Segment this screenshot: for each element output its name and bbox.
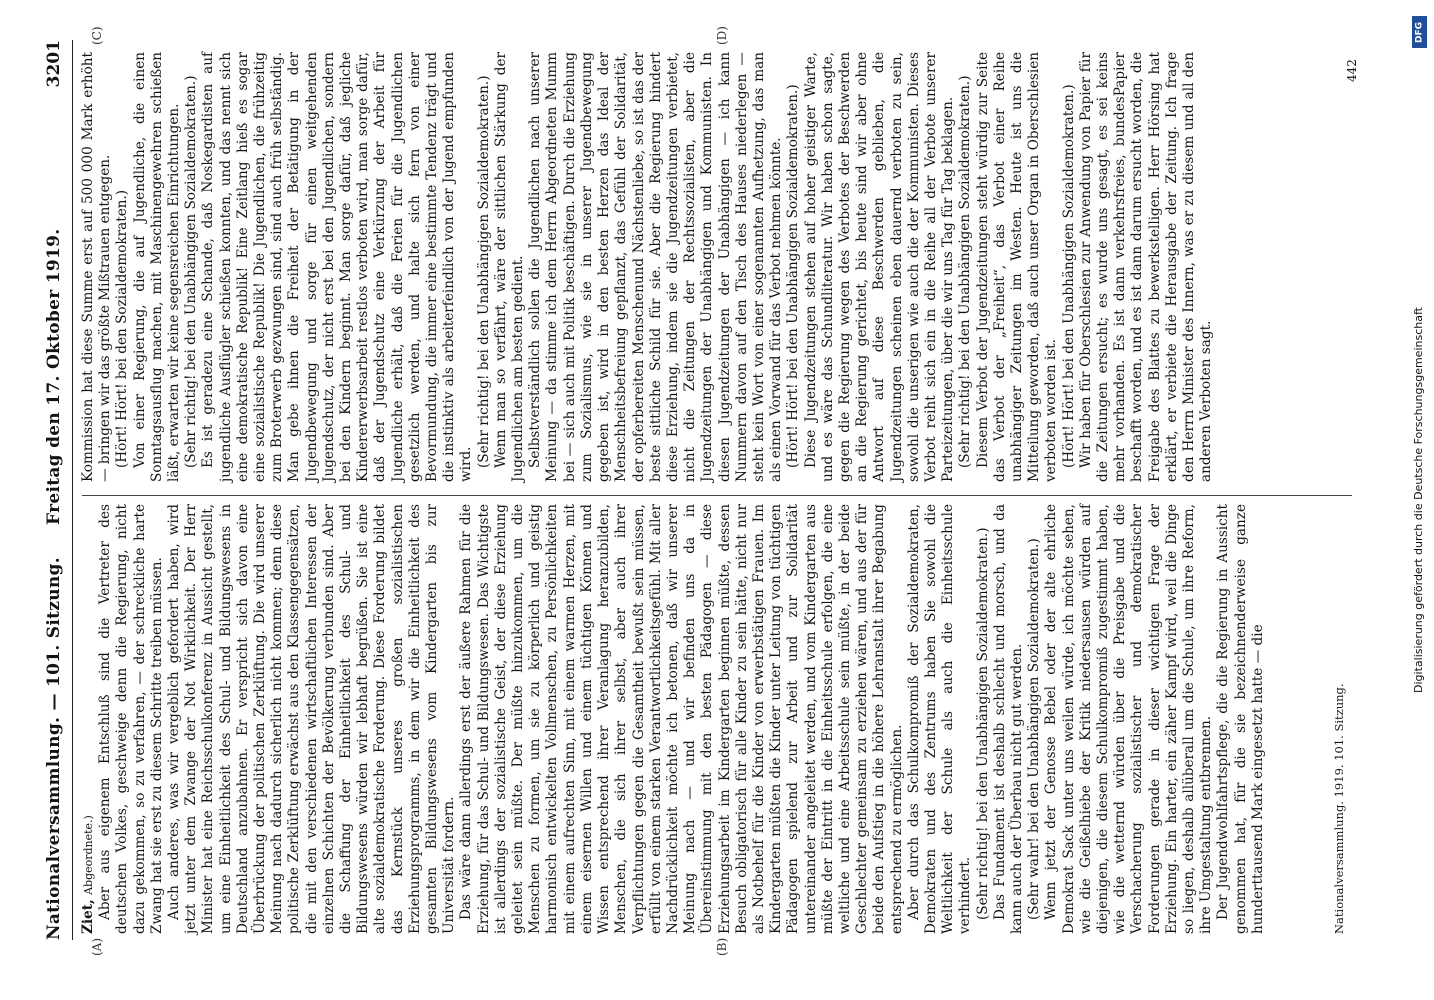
page-footer: Nationalversammlung. 1919. 101. Sitzung.	[1332, 683, 1346, 934]
interjection: (Sehr richtig! bei den Unabhängigen Sozialdemokraten.)	[475, 75, 492, 468]
paragraph: Das Fundament ist deshalb schlecht und morsch, und da kann auch der Überbau nicht gut werden.	[991, 504, 1025, 934]
interjection: (Sehr richtig! bei den Unabhängigen Sozialdemokraten.)	[957, 75, 974, 468]
margin-marker-b: (B)	[715, 937, 729, 956]
interjection: (Hört! Hört! bei den Sozialdemokraten.)	[114, 189, 131, 468]
paragraph: Aber aus eigenem Entschluß sind die Vertreter des deutschen Volkes, geschweige denn die Regierung, nicht dazu gekommen, so zu verfahren, — der schreckliche harte Zwang hat sie erst zu diesem Schritte treiben müssen.	[97, 504, 165, 934]
paragraph: Von einer Regierung, die auf Jugendliche, die einen Sonntagsausflug machen, mit Maschinengewehren schießen läßt, erwarten wir keine segensreichen Einrichtungen.	[131, 52, 183, 482]
paragraph: Selbstverständlich sollen die Jugendlichen nach unserer Meinung — da stimme ich dem Herrn Abgeordneten Mumm bei — sich auch mit Politik beschäftigen. Durch die Erziehung zum Sozialismus, wie sie in unserer Jugendbewegung gegeben ist, wird in den besten Herzen das Ideal der Menschheitsbefreiung gepflanzt, das Gefühl der Solidarität, der opferbereiten Menschenund Nächstenliebe, so ist das der beste sittliche Schild für sie. Aber die Regierung hindert diese Erziehung, indem sie die Jugendzeitungen verbietet, nicht die Zeitungen der Rechtssozialisten, aber die Jugendzeitungen der Unabhängigen und Kommunisten. In diesen Jugendzeitungen der Unabhängigen — ich kann Nummern davon auf den Tisch des Hauses niederlegen — steht kein Wort von einer sogenannten Aufhetzung, das man als einen Vorwand für das Verbot nehmen könnte.	[527, 52, 785, 482]
credit-text: Digitalisierung gefördert durch die Deutsche Forschungsgemeinschaft	[1412, 307, 1425, 693]
margin-marker-c: (C)	[90, 26, 104, 45]
paragraph: Der Jugendwohlfahrtspflege, die die Regierung in Aussicht genommen hat, für die sie bezeichnenderweise ganze hunderttausend Mark eingesetzt hatte — die	[1215, 504, 1266, 934]
right-text-column	[80, 52, 1215, 482]
margin-marker-a: (A)	[90, 937, 104, 956]
page-header	[40, 40, 73, 940]
paragraph: Wenn jetzt der Genosse Bebel oder der alte ehrliche Demokrat Sack unter uns weilen würde, ich möchte sehen, wie die Geißelhiebe der Kritik niedersausen würden auf diejenigen, die diesem Schulkompromiß zugestimmt haben, wie die wetternd würden über die Preisgabe und die Verschacherung sozialistischer und demokratischer Forderungen gerade in dieser wichtigen Frage der Erziehung. Ein harter, ein zäher Kampf wird, weil die Dinge so liegen, deshalb allüberall um die Schule, um ihre Reform, ihre Umgestaltung entbrennen.	[1043, 504, 1215, 934]
margin-marker-d: (D)	[715, 26, 729, 45]
header-session-title: Nationalversammlung. — 101. Sitzung.	[44, 557, 64, 940]
paragraph: Kommission hat diese Summe erst auf 500 000 Mark erhöht — bringen wir das größte Mißtrauen entgegen.	[80, 52, 114, 482]
page-number: 3201	[44, 40, 64, 88]
paragraph: Diese Jugendzeitungen stehen auf hoher geistiger Warte, und es wäre das Schundliteratur. Wir haben schon sagte, gegen die Regierung wegen des Verbotes der Beschwerden an die Regierung gerichtet, bis heute sind wir aber ohne Antwort auf diese Beschwerden geblieben, die Jugendzeitungen scheinen eben dauernd verboten zu sein, sowohl die unserigen wie auch die der Kommunisten. Dieses Verbot reiht sich ein in die Reihe all der Verbote unserer Parteizeitungen, über die wir uns Tag für Tag beklagen.	[802, 52, 957, 482]
left-text-column	[80, 504, 1267, 934]
interjection: (Sehr richtig! bei den Unabhängigen Sozialdemokraten.)	[974, 527, 991, 920]
interjection: (Sehr wahr! bei den Unabhängigen Sozialdemokraten.)	[1026, 538, 1043, 920]
column-divider	[82, 495, 1352, 496]
interjection: (Hört! Hört! bei den Unabhängigen Sozialdemokraten.)	[1060, 84, 1077, 468]
speaker-name: Ziet,	[80, 899, 96, 934]
paragraph: Diesem Verbot der Jugendzeitungen steht würdig zur Seite das Verbot der „Freiheit“, das Verbot einer Reihe unabhängiger Zeitungen im Westen. Heute ist uns die Mitteilung geworden, daß auch unser Organ in Oberschlesien verboten worden ist.	[974, 52, 1060, 482]
signature-number: 442	[1345, 59, 1359, 82]
speaker-role: Abgeordnete.)	[82, 815, 95, 895]
speaker-line	[80, 504, 97, 934]
paragraph: Das wäre dann allerdings erst der äußere Rahmen für die Erziehung, für das Schul- und Bildungswesen. Das Wichtigste ist allerdings der sozialistische Geist, der diese Erziehung geleitet sein müßte. Der müßte hinzukommen, um die Menschen zu formen, um sie zu körperlich und geistig harmonisch entwickelten Vollmenschen, zu Persönlichkeiten mit einem aufrechten Sinn, mit einem warmen Herzen, mit einem eisernen Willen und einem tüchtigen Können und Wissen entsprechend ihrer Veranlagung heranzubilden, Menschen, die sich ihrer selbst, aber auch ihrer Verpflichtungen gegen die Gesamtheit bewußt sein müssen, erfüllt von einem starken Verantwortlichkeitsgefühl. Mit aller Nachdrücklichkeit möchte ich betonen, daß wir unserer Meinung nach — und wir befinden uns da in Übereinstimmung mit den besten Pädagogen — diese Erziehungsarbeit im Kindergarten beginnen müßte, dessen Besuch obligatorisch für alle Kinder zu sein hätte, nicht nur als Notbehelf für die Kinder von erwerbstätigen Frauen. Im Kindergarten müßten die Kinder unter Leitung von tüchtigen Pädagogen spielend zur Arbeit und zur Solidarität untereinander angeleitet werden, und vom Kindergarten aus müßte der Eintritt in die Einheitsschule erfolgen, die eine weltliche und eine Arbeitsschule sein müßte, in der beide Geschlechter gemeinsam zu erziehen wären, und aus der für beide den Aufstieg in die höhere Lehranstalt ihrer Begabung entsprechend zu ermöglichen.	[458, 504, 905, 934]
interjection: (Sehr richtig! bei den Unabhängigen Sozialdemokraten.)	[183, 75, 200, 468]
header-date: Freitag den 17. Oktober 1919.	[44, 228, 64, 525]
digitization-credit	[1410, 8, 1428, 992]
paragraph: Es ist geradezu eine Schande, daß Noskegardisten auf jugendliche Ausflügler schießen konnten, und das nennt sich eine demokratische Republik! Eine Zeitlang hieß es sogar eine sozialistische Republik! Die Jugendlichen, die frühzeitig zum Broterwerb gezwungen sind, sind auch früh selbständig. Man gebe ihnen die Freiheit der Betätigung in der Jugendbewegung und sorge für einen weitgehenden Jugendschutz, der nicht erst bei den Jugendlichen, sondern bei den Kindern beginnt. Man sorge dafür, daß jegliche Kindererwerbsarbeit restlos verboten wird, man sorge dafür, daß der Jugendschutz eine Verkürzung der Arbeit für Jugendliche erhält, daß die Ferien für die Jugendlichen gesetzlich werden, und halte sich fern von einer Bevormundung, die immer eine bestimmte Tendenz trägt und die instinktiv als arbeiterfeindlich von der Jugend empfunden wird.	[200, 52, 475, 482]
paragraph: Auch anderes, was wir vergeblich gefordert haben, wird jetzt unter dem Zwange der Not Wirklichkeit. Der Herr Minister hat eine Reichsschulkonferenz in Aussicht gestellt, um eine Einheitlichkeit des Schul- und Bildungswesens in Deutschland anzubahnen. Er verspricht sich davon eine Überbrückung der politischen Zerklüftung. Die wird unserer Meinung nach dadurch sicherlich nicht kommen; denn diese politische Zerklüftung erwächst aus den Klassengegensätzen, die mit den verschiedenen wirtschaftlichen Interessen der einzelnen Schichten der Bevölkerung verbunden sind. Aber die Schaffung der Einheitlichkeit des Schul- und Bildungswesens würden wir lebhaft begrüßen. Sie ist eine alte sozialdemokratische Forderung. Diese Forderung bildet das Kernstück unseres großen sozialistischen Erziehungsprogramms, in dem wir die Einheitlichkeit des gesamten Bildungswesens vom Kindergarten bis zur Universität fordern.	[166, 504, 458, 934]
paragraph: Aber durch das Schulkompromiß der Sozialdemokraten, Demokraten und des Zentrums haben Sie sowohl die Weltlichkeit der Schule als auch die Einheitsschule verhindert.	[905, 504, 974, 934]
dfg-logo: DFG	[1412, 16, 1427, 48]
interjection: (Hört! Hört! bei den Unabhängigen Sozialdemokraten.)	[785, 84, 802, 468]
paragraph: Wir haben für Oberschlesien zur Anwendung von Papier für die Zeitungen ersucht; es wurde uns gesagt, es sei keins mehr vorhanden. Es ist dann verkehrsfreies, bundesPapier beschafft worden, und es ist dann darum ersucht worden, die Freigabe des Blattes zu bewerkstelligen. Herr Hörsing hat erklärt, er verbiete die Herausgabe der Zeitung. Ich frage den Herrn Minister des Innern, was er zu diesem und all den anderen Verboten sagt.	[1077, 52, 1215, 482]
paragraph: Wenn man so verfährt, wäre der sittlichen Stärkung der Jugendlichen am besten gedient.	[492, 52, 527, 482]
